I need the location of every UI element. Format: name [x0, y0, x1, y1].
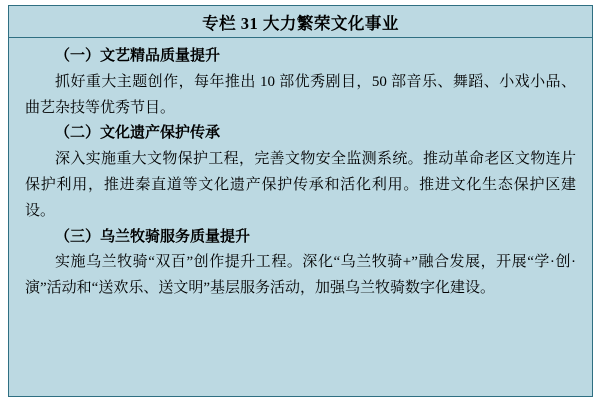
box-body [9, 38, 592, 306]
section-body-2: 深入实施重大文物保护工程，完善文物安全监测系统。推动革命老区文物连片保护利用，推进秦直道等文化遗产保护传承和活化利用。推进文化生态保护区建设。 [25, 151, 576, 219]
section-heading-2: （二）文化遗产保护传承 [55, 125, 221, 142]
section-body-1: 抓好重大主题创作，每年推出 10 部优秀剧目，50 部音乐、舞蹈、小戏小品、曲艺杂技等优秀节目。 [25, 73, 576, 116]
section-body-3: 实施乌兰牧骑“双百”创作提升工程。深化“乌兰牧骑+”融合发展，开展“学·创·演”活动和“送欢乐、送文明”基层服务活动，加强乌兰牧骑数字化建设。 [25, 254, 576, 297]
page-title: 专栏 31 大力繁荣文化事业 [202, 13, 399, 33]
section-heading-1: （一）文艺精品质量提升 [55, 48, 221, 64]
box-title-bar [9, 6, 592, 38]
section-heading-3: （三）乌兰牧骑服务质量提升 [55, 228, 251, 245]
highlight-box [8, 5, 593, 397]
